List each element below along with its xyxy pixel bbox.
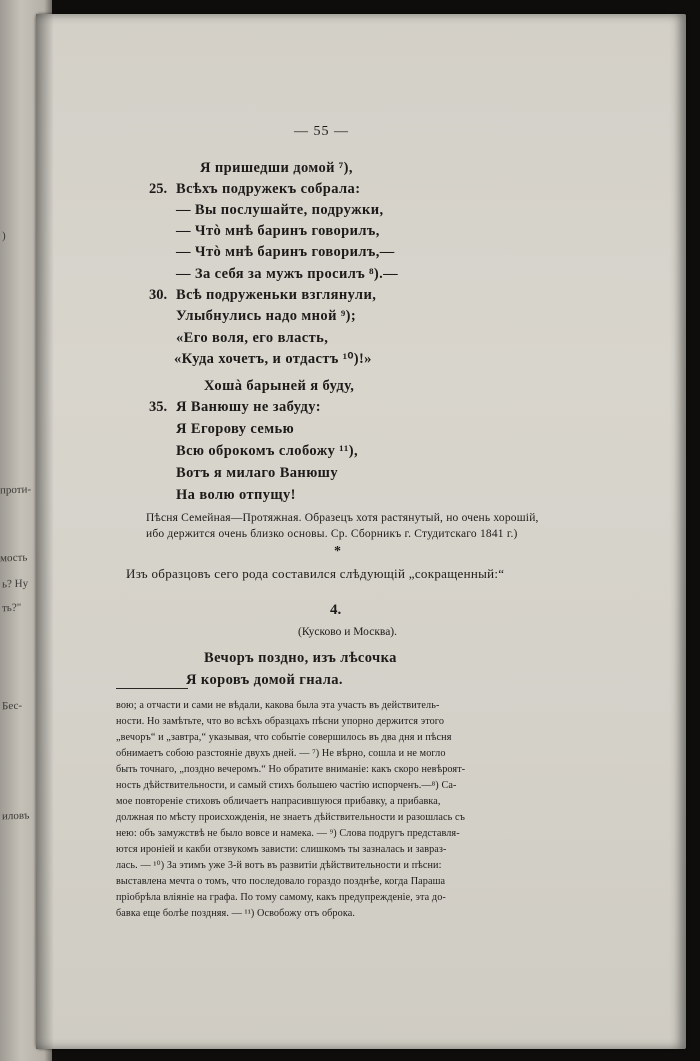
left-page-fragment: ) bbox=[2, 229, 6, 243]
footnote-line: обнимаетъ собою разстояніе двухъ дней. — ⁷) Не вѣрно, сошла и не могло bbox=[116, 748, 446, 759]
footnote-line: лась. — ¹⁰) За этимъ уже 3-й вотъ въ развитіи дѣйствительности и пѣсни: bbox=[116, 860, 442, 871]
verse-number: 25. bbox=[149, 181, 168, 197]
footnote-line: „вечоръ“ и „завтра,“ указывая, что событіе совершилось въ два дня и пѣсня bbox=[116, 732, 452, 743]
verse-line: Я пришедши домой ⁷), bbox=[200, 160, 353, 176]
verse-line: На волю отпущу! bbox=[176, 487, 296, 503]
verse-line: — Вы послушайте, подружки, bbox=[176, 202, 384, 218]
footnote-line: бавка еще болѣе поздняя. — ¹¹) Освобожу отъ оброка. bbox=[116, 908, 355, 919]
footnote-line: ности. Но замѣтьте, что во всѣхъ образцахъ пѣсни упорно держится этого bbox=[116, 716, 445, 727]
footnote-line: быть точнаго, „поздно вечеромъ.“ Но обратите вниманіе: какъ скоро невѣроят- bbox=[116, 764, 466, 775]
footnote-rule bbox=[116, 688, 188, 689]
page-number: — 55 — bbox=[294, 124, 349, 139]
verse-number: 35. bbox=[149, 399, 168, 415]
song-note: ибо держится очень близко основы. Ср. Сборникъ г. Студитскаго 1841 г.) bbox=[146, 528, 518, 540]
section-number: 4. bbox=[330, 602, 342, 618]
verse-line: — Чтò мнѣ баринъ говорилъ,— bbox=[176, 244, 395, 260]
footnote-line: нею: объ замужствѣ не было вовсе и намека. — ⁹) Слова подругъ представля- bbox=[116, 828, 460, 839]
intro-line: Изъ образцовъ сего рода составился слѣдующій „сокращенный:“ bbox=[126, 566, 505, 581]
section-separator: * bbox=[334, 544, 341, 559]
footnote-line: ются ироніей и какби отзвукомъ зависти: слишкомъ ты зазналась и завраз- bbox=[116, 844, 447, 855]
footnote-line: ность дѣйствительности, и самый стихъ большею частію испорченъ.—⁸) Са- bbox=[116, 780, 457, 791]
verse-line: Я коровъ домой гнала. bbox=[186, 672, 343, 688]
footnote-line: мое повтореніе стиховъ обличаетъ напрасившуюся прибавку, а прибавка, bbox=[116, 796, 441, 807]
verse-line: Всѣхъ подружекъ собрала: bbox=[176, 181, 361, 197]
footnote-line: должная по мѣсту происхожденія, не знаетъ дѣйствительности и разошлась съ bbox=[116, 812, 465, 823]
left-page-fragment: проти- bbox=[0, 483, 32, 497]
verse-line: Всѣ подруженьки взглянули, bbox=[176, 287, 377, 303]
left-page-fragment: ть?" bbox=[2, 601, 22, 615]
page-gutter-shadow bbox=[36, 14, 54, 1049]
left-page-fragment: мость bbox=[0, 551, 28, 565]
verse-line: Я Егорову семью bbox=[176, 421, 295, 437]
song-note: Пѣсня Семейная—Протяжная. Образецъ хотя растянутый, но очень хорошій, bbox=[146, 512, 539, 524]
section-subtitle: (Кусково и Москва). bbox=[298, 626, 398, 638]
left-page-fragment: иловъ bbox=[2, 809, 30, 823]
verse-line: Улыбнулись надо мной ⁹); bbox=[176, 308, 357, 324]
footnote-line: пріобрѣла вліяніе на графа. По тому самому, какъ предупрежденіе, эта до- bbox=[116, 892, 446, 903]
verse-line: «Куда хочетъ, и отдастъ ¹⁰)!» bbox=[174, 351, 372, 367]
verse-line: Я Ванюшу не забуду: bbox=[176, 399, 321, 415]
verse-line: Всю оброкомъ слобожу ¹¹), bbox=[176, 443, 359, 459]
left-page-fragment: Бес- bbox=[2, 699, 23, 713]
book-page bbox=[36, 14, 686, 1049]
verse-number: 30. bbox=[149, 287, 168, 303]
footnote-line: выставлена мечта о томъ, что последовало гораздо позднѣе, когда Параша bbox=[116, 876, 446, 887]
verse-line: — Чтò мнѣ баринъ говорилъ, bbox=[176, 223, 380, 239]
left-page-fragment: ь? Ну bbox=[2, 577, 29, 591]
verse-line: — За себя за мужъ просилъ ⁸).— bbox=[176, 266, 399, 282]
verse-line: Вечоръ поздно, изъ лѣсочка bbox=[204, 650, 397, 666]
verse-line: Хошà барыней я буду, bbox=[204, 378, 355, 394]
footnote-line: вою; а отчасти и сами не вѣдали, какова была эта участь въ действитель- bbox=[116, 700, 440, 711]
verse-line: Вотъ я милаго Ванюшу bbox=[176, 465, 338, 481]
verse-line: «Его воля, его власть, bbox=[176, 330, 329, 346]
